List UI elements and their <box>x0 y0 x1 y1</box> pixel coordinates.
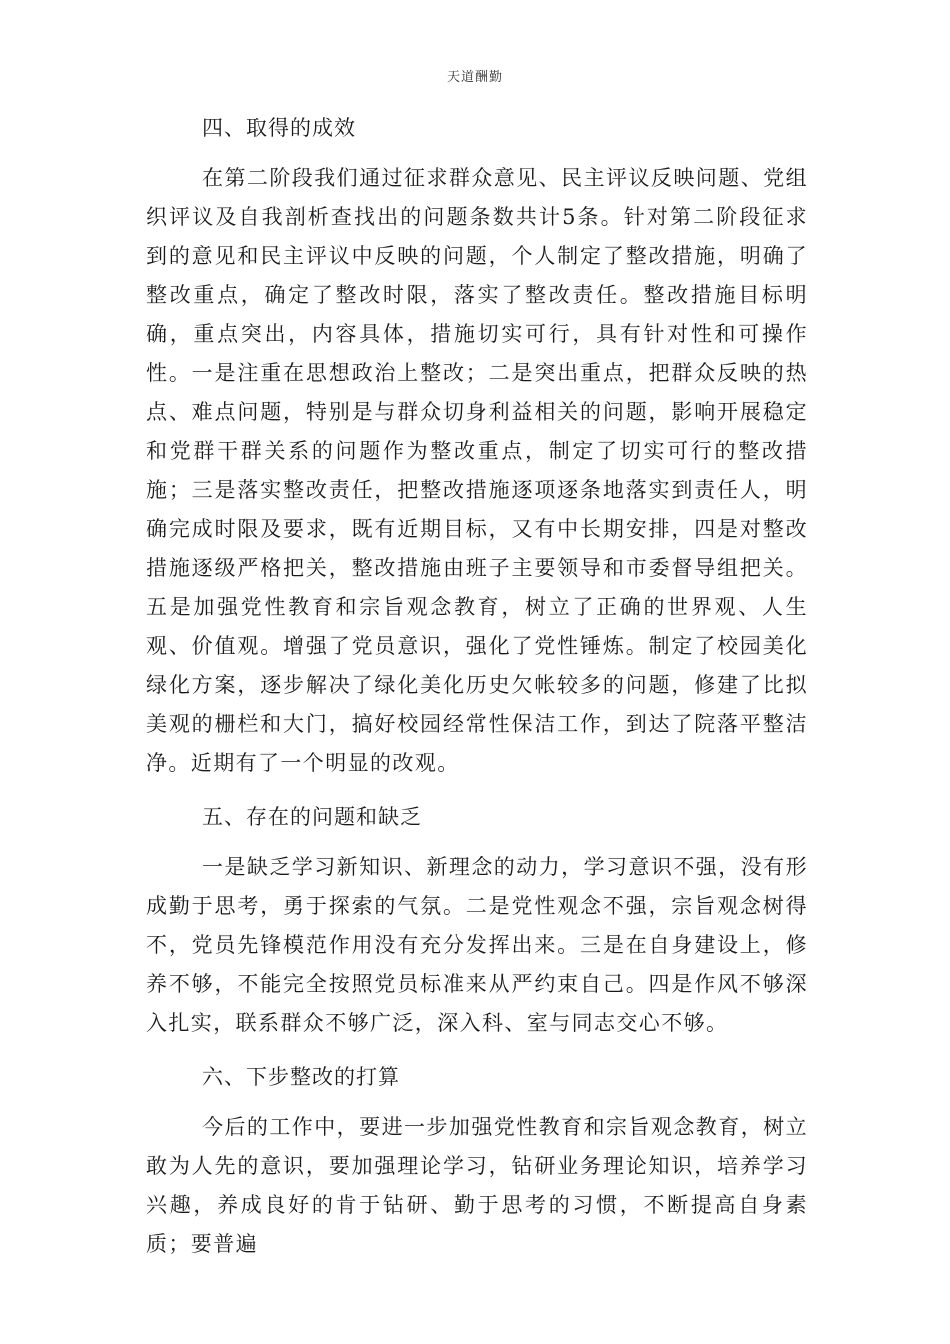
page-header: 天道酬勤 <box>446 70 503 85</box>
section-paragraph-6: 今后的工作中，要进一步加强党性教育和宗旨观念教育，树立敢为人先的意识，要加强理论学习，钻研业务理论知识，培养学习兴趣，养成良好的肯于钻研、勤于思考的习惯，不断提高自身素质；要普遍 <box>146 1115 808 1256</box>
section-heading-4: 四、取得的成效 <box>202 116 356 140</box>
section-paragraph-4: 在第二阶段我们通过征求群众意见、民主评议反映问题、党组织评议及自我剖析查找出的问题条数共计5条。针对第二阶段征求到的意见和民主评议中反映的问题，个人制定了整改措施，明确了整改重点，确定了整改时限，落实了整改责任。整改措施目标明确，重点突出，内容具体，措施切实可行，具有针对性和可操作性。一是注重在思想政治上整改；二是突出重点，把群众反映的热点、难点问题，特别是与群众切身利益相关的问题，影响开展稳定和党群干群关系的问题作为整改重点，制定了切实可行的整改措施；三是落实整改责任，把整改措施逐项逐条地落实到责任人，明确完成时限及要求，既有近期目标，又有中长期安排，四是对整改措施逐级严格把关，整改措施由班子主要领导和市委督导组把关。五是加强党性教育和宗旨观念教育，树立了正确的世界观、人生观、价值观。增强了党员意识，强化了党性锤炼。制定了校园美化绿化方案，逐步解决了绿化美化历史欠帐较多的问题，修建了比拟美观的栅栏和大门，搞好校园经常性保洁工作，到达了院落平整洁净。近期有了一个明显的改观。 <box>146 166 808 775</box>
section-heading-6: 六、下步整改的打算 <box>202 1065 400 1089</box>
section-paragraph-5: 一是缺乏学习新知识、新理念的动力，学习意识不强，没有形成勤于思考，勇于探索的气氛。二是党性观念不强，宗旨观念树得不，党员先锋模范作用没有充分发挥出来。三是在自身建设上，修养不够，不能完全按照党员标准来从严约束自己。四是作风不够深入扎实，联系群众不够广泛，深入科、室与同志交心不够。 <box>146 855 808 1035</box>
section-heading-5: 五、存在的问题和缺乏 <box>202 805 422 829</box>
document-body <box>146 108 808 1278</box>
